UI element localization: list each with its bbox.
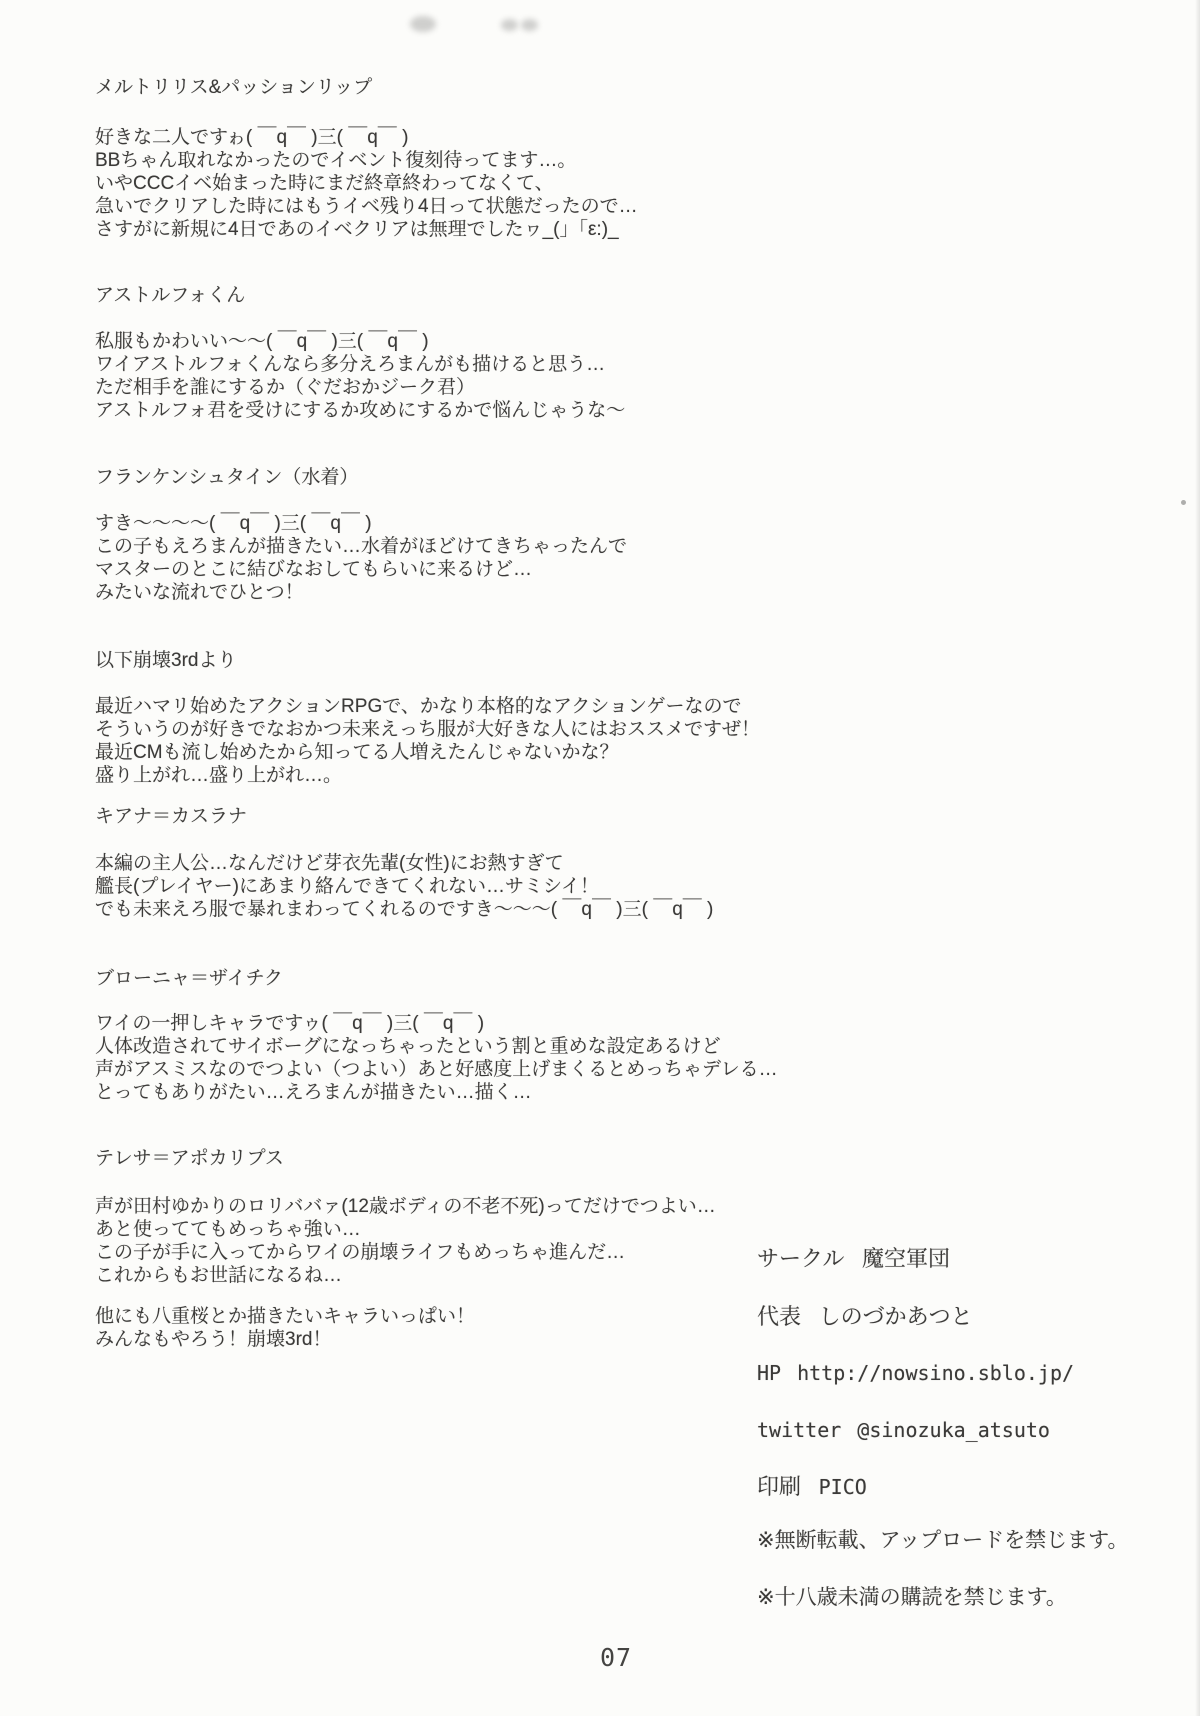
closing-message [95,1305,475,1351]
section-body-kiana [95,852,713,921]
text-line: 本編の主人公…なんだけど芽衣先輩(女性)にお熱すぎて [95,853,564,874]
notice-no-reupload: ※無断転載、アップロードを禁じます。 [757,1529,1129,1552]
text-line: 艦長(プレイヤー)にあまり絡んできてくれない…サミシイ！ [95,876,599,897]
text-line: BBちゃん取れなかったのでイベント復刻待ってます…。 [95,150,577,171]
colophon-row-hp [757,1360,1074,1386]
colophon-row-circle [757,1246,950,1272]
text-line: 声が田村ゆかりのロリババァ(12歳ボディの不老不死)ってだけでつよい… [95,1196,716,1217]
colophon-row-representative [757,1304,973,1330]
twitter-handle: @sinozuka_atsuto [857,1418,1050,1442]
text-line: 他にも八重桜とか描きたいキャラいっぱい！ [95,1306,476,1327]
scan-smudge [521,19,538,31]
section-body-theresa [95,1195,716,1287]
text-line: 声がアスミスなのでつよい（つよい）あと好感度上げまくるとめっちゃデレる… [95,1059,778,1080]
scan-speck [1181,500,1186,505]
section-body-houkai3rd [95,695,760,787]
colophon-value: しのづかあつと [818,1304,973,1329]
scan-smudge [501,19,518,31]
section-body-bronya [95,1012,778,1104]
website-url: http://nowsino.sblo.jp/ [797,1361,1075,1385]
text-line: ワイアストルフォくんなら多分えろまんがも描けると思う… [95,354,606,375]
colophon-value: PICO [818,1475,867,1499]
text-line: 私服もかわいい～～( ￣q￣ )三( ￣q￣ ) [95,331,429,352]
colophon-row-print [757,1474,867,1500]
heading-bronya-zaychik: ブローニャ＝ザイチク [95,968,283,989]
text-line: みたいな流れでひとつ！ [95,582,304,603]
colophon-label: 印刷 [757,1474,802,1499]
notice-age-restriction: ※十八歳未満の購読を禁じます。 [757,1586,1067,1609]
scan-smudge [410,16,436,32]
text-line: とってもありがたい…えろまんが描きたい…描く… [95,1082,532,1103]
text-line: 急いでクリアした時にはもうイベ残り4日って状態だったので… [95,196,638,217]
text-line: 盛り上がれ…盛り上がれ…。 [95,765,343,786]
heading-kiana-kaslana: キアナ＝カスラナ [95,806,248,827]
text-line: 最近CMも流し始めたから知ってる人増えたんじゃないかな？ [95,742,619,763]
heading-houkai3rd: 以下崩壊3rdより [95,650,237,671]
text-line: あと使っててもめっちゃ強い… [95,1219,361,1240]
text-line: 人体改造されてサイボーグになっちゃったという割と重めな設定あるけど [95,1036,721,1057]
text-line: いやCCCイベ始まった時にまだ終章終わってなくて、 [95,173,554,194]
text-line: でも未来えろ服で暴れまわってくれるのですき～～～( ￣q￣ )三( ￣q￣ ) [95,899,714,920]
colophon-label: HP [757,1361,782,1385]
section-body-astolfo [95,330,625,422]
colophon-row-twitter [757,1417,1050,1443]
heading-frankenstein-swimsuit: フランケンシュタイン（水着） [95,467,359,488]
colophon-value: 魔空軍団 [861,1246,950,1271]
section-body-meltlilith [95,126,638,241]
text-line: この子もえろまんが描きたい…水着がほどけてきちゃったんで [95,536,628,557]
page-number: 07 [599,1643,633,1672]
scan-edge-streak [1195,0,1200,1716]
text-line: すき～～～～( ￣q￣ )三( ￣q￣ ) [95,513,372,534]
section-body-frankenstein [95,512,627,604]
text-line: そういうのが好きでなおかつ未来えっち服が大好きな人にはおススメですぜ！ [95,719,761,740]
text-line: 好きな二人ですゎ( ￣q￣ )三( ￣q￣ ) [95,127,409,148]
text-line: みんなもやろう！崩壊3rd！ [95,1329,332,1350]
heading-astolfo: アストルフォくん [95,285,246,306]
colophon-label: twitter [757,1418,842,1442]
text-line: これからもお世話になるね… [95,1265,343,1286]
text-line: この子が手に入ってからワイの崩壊ライフもめっちゃ進んだ… [95,1242,626,1263]
text-line: アストルフォ君を受けにするか攻めにするかで悩んじゃうな～ [95,400,626,421]
text-line: ただ相手を誰にするか（ぐだおかジーク君） [95,377,476,398]
text-line: マスターのとこに結びなおしてもらいに来るけど… [95,559,533,580]
heading-theresa-apocalypse: テレサ＝アポカリプス [95,1148,284,1169]
text-line: ワイの一押しキャラですゥ( ￣q￣ )三( ￣q￣ ) [95,1013,485,1034]
heading-meltlilith-passionlip: メルトリリス&パッションリップ [95,77,373,98]
text-line: さすがに新規に4日であのイベクリアは無理でしたヮ_(」「ε:)_ [95,219,619,240]
text-line: 最近ハマリ始めたアクションRPGで、かなり本格的なアクションゲーなので [95,696,742,717]
colophon-label: サークル [757,1246,845,1271]
colophon-label: 代表 [757,1304,802,1329]
